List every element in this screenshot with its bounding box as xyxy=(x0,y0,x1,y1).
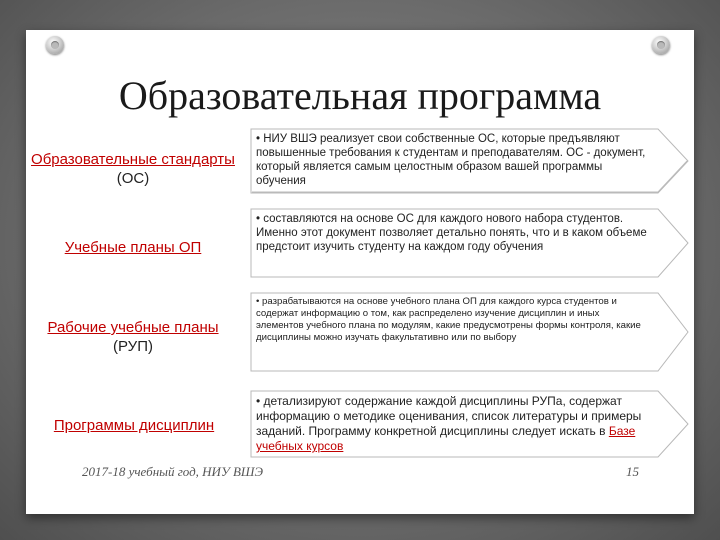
label-discipline-programs xyxy=(28,416,240,435)
row-description: • разрабатываются на основе учебного плана ОП для каждого курса студентов и содержат информацию о том, как распределено изучение дисциплин и иных элементов учебного плана по модулям, какие предусмотрены формы контроля, какие дисциплины можно изучать факультативно или по выбору xyxy=(256,296,641,343)
pushpin-icon xyxy=(46,36,64,54)
discipline-programs-link[interactable]: Программы дисциплин xyxy=(53,417,215,434)
row-description: • детализируют содержание каждой дисциплины РУПа, содержат информацию о методике оценивания, список литературы и примеры заданий. Программу конкретной дисциплины следует искать в Базе учебных курсов xyxy=(256,394,642,453)
label-suffix: (ОС) xyxy=(116,170,150,187)
info-arrow xyxy=(250,292,690,372)
row-description: • составляются на основе ОС для каждого нового набора студентов. Именно этот документ позволяет детально понять, что и в каком объеме предстоит изучить студенту на каждом году обучения xyxy=(256,213,647,253)
row-description: • НИУ ВШЭ реализует свои собственные ОС, которые предъявляют повышенные требования к студентам и преподавателям. ОС - документ, который является самым целостным образом вашей программы обучения xyxy=(256,133,646,187)
label-suffix: (РУП) xyxy=(113,338,153,355)
label-study-plans xyxy=(30,238,236,257)
course-database-link[interactable]: Базе учебных курсов xyxy=(256,424,636,453)
label-working-plans xyxy=(30,318,236,356)
info-arrow xyxy=(250,208,690,278)
educational-standards-link[interactable]: Образовательные стандарты xyxy=(31,151,235,168)
page-number: 15 xyxy=(626,464,639,479)
footer-text: 2017-18 учебный год, НИУ ВШЭ xyxy=(82,464,263,479)
working-plans-link[interactable]: Рабочие учебные планы xyxy=(47,319,219,336)
info-arrow xyxy=(250,128,690,194)
slide-title: Образовательная программа xyxy=(118,73,602,118)
info-arrow xyxy=(250,390,690,458)
study-plans-link[interactable]: Учебные планы ОП xyxy=(64,239,202,256)
label-educational-standards xyxy=(30,150,236,188)
pushpin-icon xyxy=(652,36,670,54)
